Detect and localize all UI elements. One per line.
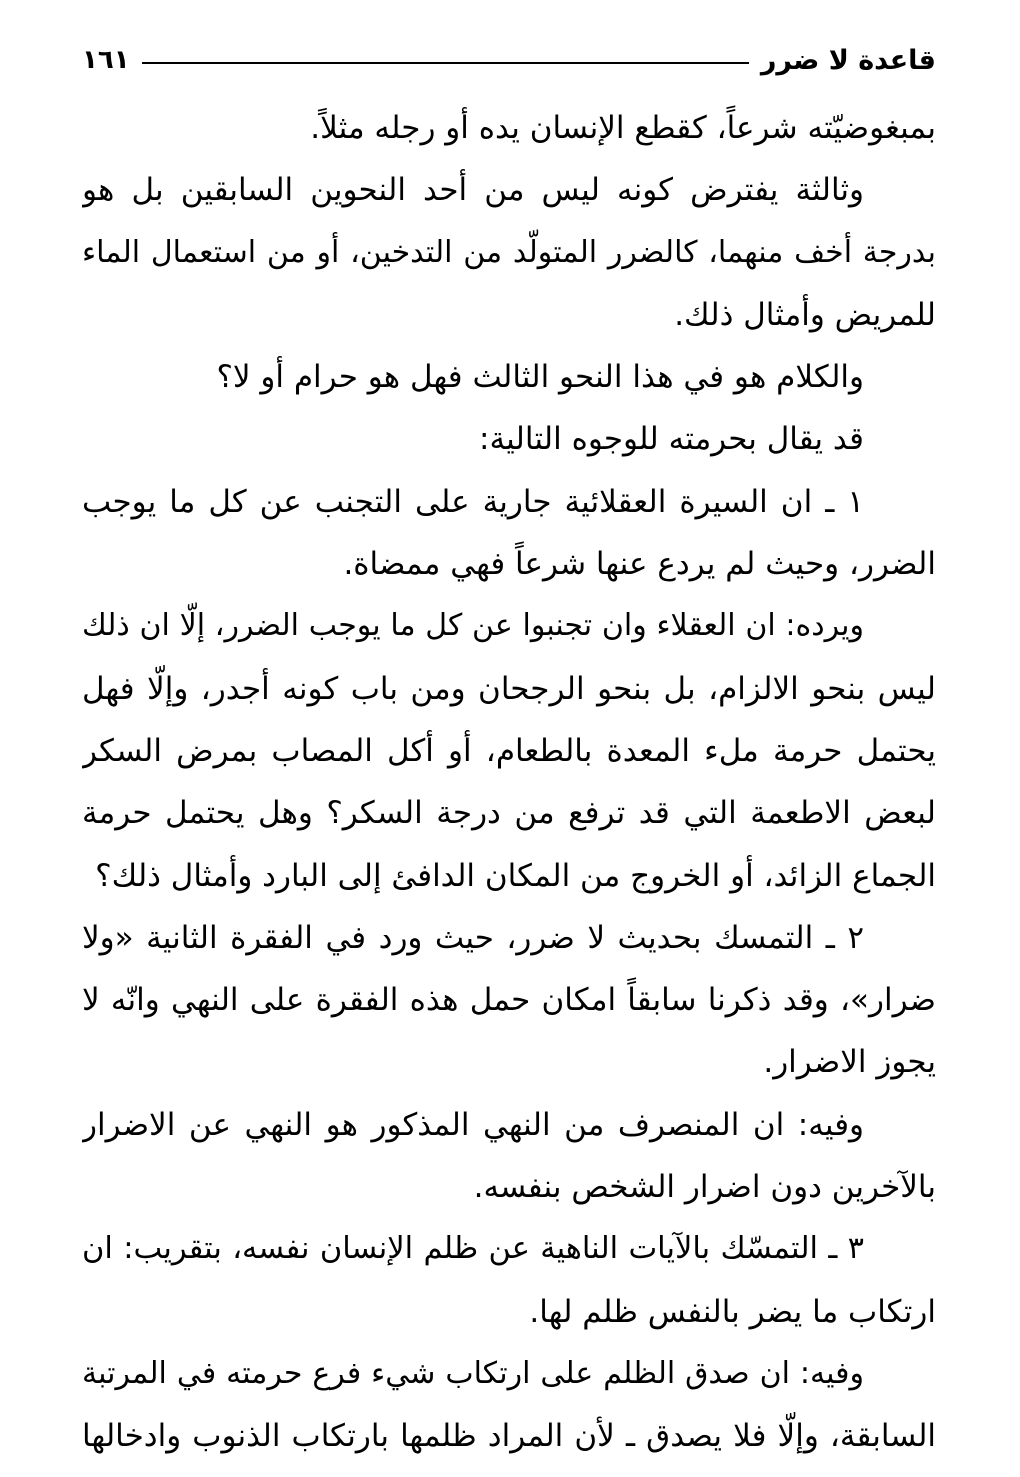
text-line: ارتكاب ما يضر بالنفس ظلم لها.	[529, 1293, 936, 1330]
text-line: وثالثة يفترض كونه ليس من أحد النحوين السابقين بل هو	[82, 172, 864, 209]
text-line: والكلام هو في هذا النحو الثالث فهل هو حرام أو لا؟	[216, 359, 864, 396]
page-number: ١٦١	[82, 45, 130, 75]
text-line: للمريض وأمثال ذلك.	[674, 296, 936, 333]
text-line: قد يقال بحرمته للوجوه التالية:	[479, 421, 864, 458]
text-line: الضرر، وحيث لم يردع عنها شرعاً فهي ممضاة.	[343, 546, 936, 583]
running-title: قاعدة لا ضرر	[760, 44, 936, 76]
text-line: ويرده: ان العقلاء وان تجنبوا عن كل ما يوجب الضرر، إلّا ان ذلك	[82, 608, 864, 644]
text-line: ٣ ـ التمسّك بالآيات الناهية عن ظلم الإنسان نفسه، بتقريب: ان	[82, 1231, 864, 1267]
text-line: بالآخرين دون اضرار الشخص بنفسه.	[473, 1169, 936, 1206]
text-line: بمبغوضيّته شرعاً، كقطع الإنسان يده أو رجله مثلاً.	[310, 110, 936, 146]
page-header	[82, 38, 936, 82]
text-line: ١ ـ ان السيرة العقلائية جارية على التجنب عن كل ما يوجب	[82, 483, 864, 520]
text-line: يجوز الاضرار.	[763, 1044, 936, 1081]
text-line: السابقة، وإلّا فلا يصدق ـ لأن المراد ظلمها بارتكاب الذنوب وادخالها	[82, 1418, 936, 1455]
text-line: وفيه: ان صدق الظلم على ارتكاب شيء فرع حرمته في المرتبة	[82, 1355, 864, 1391]
text-line: ضرار»، وقد ذكرنا سابقاً امكان حمل هذه الفقرة على النهي وانّه لا	[82, 982, 936, 1019]
text-line: الجماع الزائد، أو الخروج من المكان الدافئ إلى البارد وأمثال ذلك؟	[95, 857, 936, 894]
text-line: ليس بنحو الالزام، بل بنحو الرجحان ومن باب كونه أجدر، وإلّا فهل	[82, 670, 936, 707]
text-line: يحتمل حرمة ملء المعدة بالطعام، أو أكل المصاب بمرض السكر	[82, 732, 936, 769]
text-line: ٢ ـ التمسك بحديث لا ضرر، حيث ورد في الفقرة الثانية «ولا	[82, 919, 864, 956]
text-line: وفيه: ان المنصرف من النهي المذكور هو النهي عن الاضرار	[82, 1106, 864, 1143]
text-line: بدرجة أخف منهما، كالضرر المتولّد من التدخين، أو من استعمال الماء	[82, 234, 936, 270]
body-text	[82, 97, 936, 1468]
text-line: لبعض الاطعمة التي قد ترفع من درجة السكر؟ وهل يحتمل حرمة	[82, 795, 936, 832]
header-rule	[142, 62, 749, 64]
